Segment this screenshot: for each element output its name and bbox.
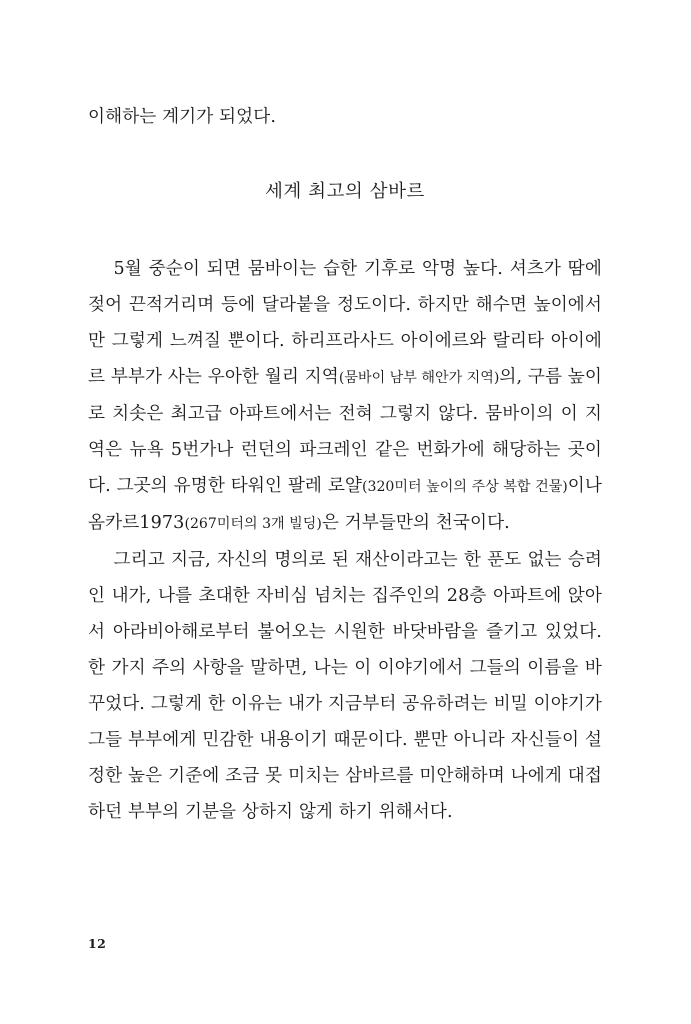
page-text-block <box>88 99 602 830</box>
paragraph-1-part-2: 의, 구름 높이로 치솟은 최고급 아파트에서는 전혀 그렇지 않다. 뭄바이의 이 지역은 뉴욕 5번가나 런던의 파크레인 같은 번화가에 해당하는 곳이다. 그곳의 유명한 타워인 팔레 로얄 <box>88 367 602 496</box>
paragraph-1-note-2: (320미터 높이의 주상 복합 건물) <box>362 479 568 495</box>
paragraph-1-note-1: (뭄바이 남부 해안가 지역) <box>338 370 500 386</box>
paragraph-2: 그리고 지금, 자신의 명의로 된 재산이라고는 한 푼도 없는 승려인 내가, 나를 초대한 자비심 넘치는 집주인의 28층 아파트에 앉아서 아라비아해로부터 불어오는 시원한 바닷바람을 즐기고 있었다. 한 가지 주의 사항을 말하면, 나는 이 이야기에서 그들의 이름을 바꾸었다. 그렇게 한 이유는 내가 지금부터 공유하려는 비밀 이야기가 그들 부부에게 민감한 내용이기 때문이다. 뿐만 아니라 자신들이 설정한 높은 기준에 조금 못 미치는 삼바르를 미안해하며 나에게 대접하던 부부의 기분을 상하지 않게 하기 위해서다. <box>88 550 602 822</box>
page-number: 12 <box>88 936 107 951</box>
chapter-heading: 세계 최고의 삼바르 <box>265 181 425 202</box>
paragraph-1-note-3: (267미터의 3개 빌딩) <box>184 516 322 532</box>
heading-bottom-spacer <box>88 210 602 251</box>
paragraph-1 <box>88 251 602 542</box>
paragraph-1-part-3: 이나 옴카르1973 <box>88 476 602 533</box>
paragraph-1-part-1: 5월 중순이 되면 뭄바이는 습한 기후로 악명 높다. 셔츠가 땀에 젖어 끈적거리며 등에 달라붙을 정도이다. 하지만 해수면 높이에서만 그렇게 느껴질 뿐이다. 하리프라사드 아이에르와 랄리타 아이에르 부부가 사는 우아한 월리 지역 <box>88 259 602 387</box>
heading-top-spacer <box>88 135 602 174</box>
carryover-line: 이해하는 계기가 되었다. <box>88 107 277 127</box>
paragraph-1-part-4: 은 거부들만의 천국이다. <box>321 513 510 533</box>
